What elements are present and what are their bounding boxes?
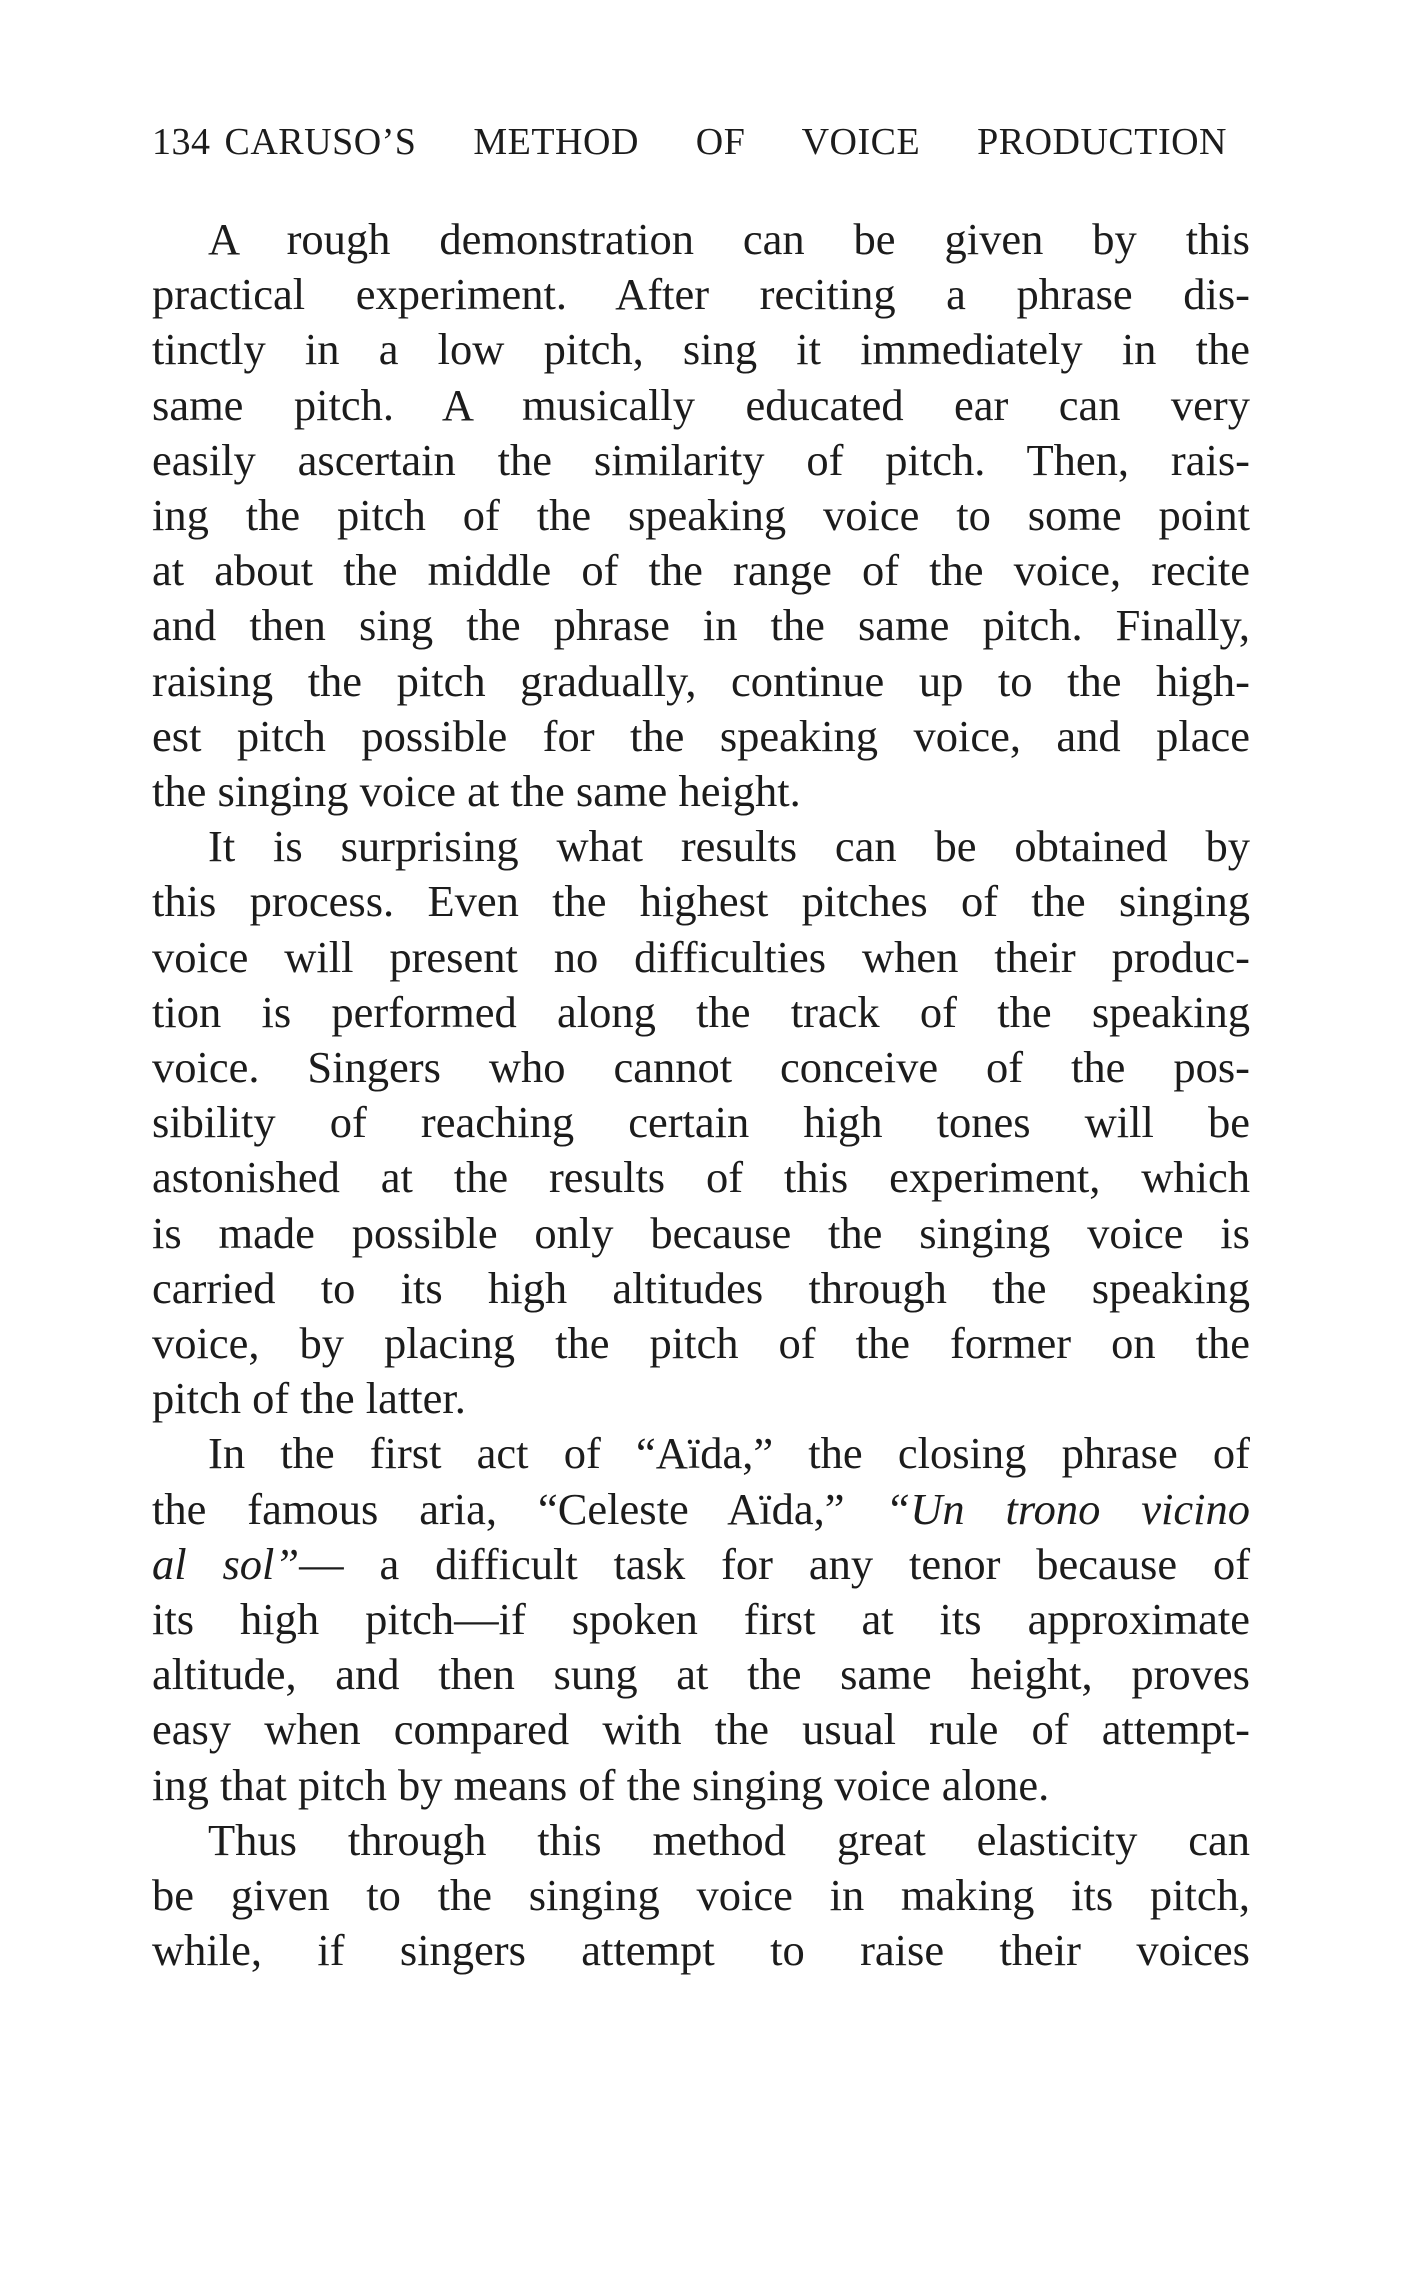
body-text [152,212,1250,1979]
text-line: at about the middle of the range of the voice, recite [152,545,1250,596]
text-line: It is surprising what results can be obtained by [208,821,1250,872]
text-line: voice will present no difficulties when their produc- [152,931,1250,982]
text-line: raising the pitch gradually, continue up to the high- [152,655,1250,706]
text-line: be given to the singing voice in making its pitch, [152,1870,1250,1921]
running-head [152,118,1227,166]
text-line: easy when compared with the usual rule of attempt- [152,1704,1250,1755]
italic-phrase: al sol” [152,1538,300,1589]
text-line: practical experiment. After reciting a phrase dis- [152,269,1250,320]
text-line: is made possible only because the singing voice is [152,1207,1250,1258]
text-line: astonished at the results of this experiment, which [152,1152,1250,1203]
page-number: 134 [152,121,211,163]
paragraph-3 [152,1426,1250,1812]
text-line: pitch of the latter. [152,1373,466,1424]
text-line: tion is performed along the track of the speaking [152,986,1250,1037]
text-run: — a difficult task for any tenor because of [299,1538,1251,1589]
text-line: its high pitch—if spoken first at its approximate [152,1594,1250,1645]
text-line: while, if singers attempt to raise their voices [152,1925,1250,1976]
text-line: tinctly in a low pitch, sing it immediately in the [152,324,1250,375]
text-line: voice. Singers who cannot conceive of the pos- [152,1042,1250,1093]
paragraph-2 [152,819,1250,1426]
text-line: est pitch possible for the speaking voice, and place [152,710,1250,761]
text-line: carried to its high altitudes through the speaking [152,1262,1250,1313]
text-line: A rough demonstration can be given by this [208,214,1250,264]
text-line [152,1482,1250,1537]
text-line: ing that pitch by means of the singing voice alone. [152,1759,1050,1810]
text-line: easily ascertain the similarity of pitch. Then, rais- [152,434,1250,485]
text-line: sibility of reaching certain high tones will be [152,1097,1250,1148]
paragraph-1 [152,212,1250,819]
italic-phrase: “Un trono vicino [885,1483,1250,1534]
text-line [152,1537,1250,1592]
text-line: and then sing the phrase in the same pitch. Finally, [152,600,1250,651]
text-run: the famous aria, “Celeste Aïda,” [152,1483,886,1534]
paragraph-4 [152,1813,1250,1979]
text-line: In the first act of “Aïda,” the closing phrase of [208,1428,1250,1479]
text-line: voice, by placing the pitch of the former on the [152,1318,1250,1369]
text-line: Thus through this method great elasticity can [208,1814,1250,1865]
text-line: ing the pitch of the speaking voice to some point [152,490,1250,541]
text-line: altitude, and then sung at the same height, proves [152,1649,1250,1700]
text-line: the singing voice at the same height. [152,766,801,817]
running-head-title: CARUSO’S METHOD OF VOICE PRODUCTION [224,121,1227,163]
text-line: this process. Even the highest pitches of the singing [152,876,1250,927]
text-line: same pitch. A musically educated ear can very [152,379,1250,430]
